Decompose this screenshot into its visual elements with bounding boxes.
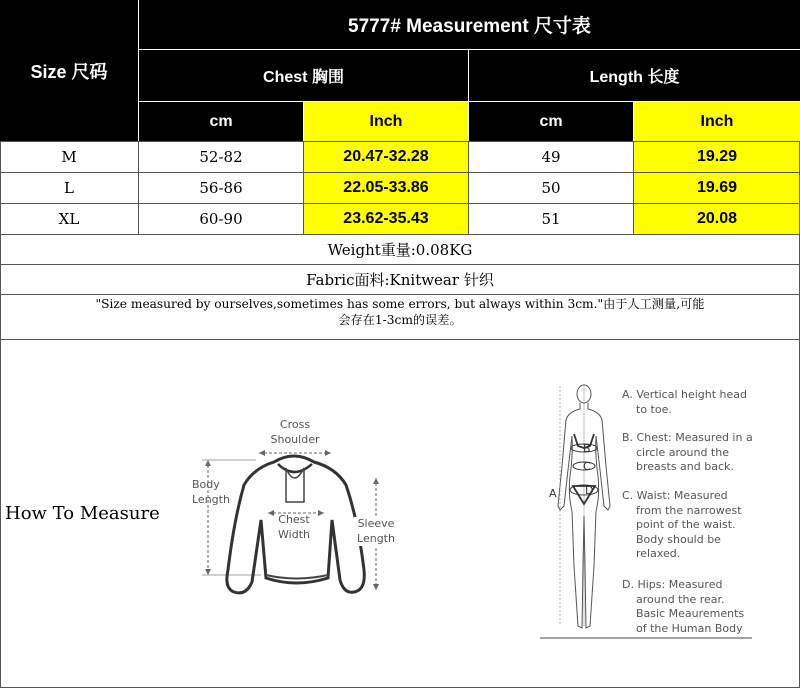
measurement-note xyxy=(0,296,800,338)
length-cm-cell: 50 xyxy=(541,179,561,197)
how-to-measure-label: How To Measure xyxy=(5,503,160,524)
cross-shoulder-text: Shoulder xyxy=(270,432,320,446)
chest-header: Chest 胸围 xyxy=(139,50,468,101)
marker-c: C xyxy=(583,460,591,473)
length-cm-cell: 51 xyxy=(541,210,561,228)
note-line: B. Chest: Measured in a xyxy=(622,431,753,444)
size-cell: L xyxy=(64,179,74,197)
chest-inch-cell: 23.62-35.43 xyxy=(304,204,468,234)
length-cm-header: cm xyxy=(469,102,633,141)
marker-d: D xyxy=(585,484,594,497)
sweater-diagram xyxy=(186,410,406,600)
chest-width-text: Width xyxy=(278,527,310,541)
note-line: to toe. xyxy=(636,402,672,416)
note-line: relaxed. xyxy=(636,547,681,560)
size-cell: XL xyxy=(58,210,80,228)
chest-inch-cell: 20.47-32.28 xyxy=(304,142,468,172)
size-column-header: Size 尺码 xyxy=(0,0,138,141)
size-cell: M xyxy=(61,148,77,166)
note-line: circle around the xyxy=(636,445,729,459)
table-row xyxy=(0,142,800,172)
note-line: D. Hips: Measured xyxy=(622,578,723,591)
measurement-note-line: "Size measured by ourselves,sometimes has some errors, but always within 3cm."由于人工测量,可能 xyxy=(95,297,705,311)
chest-width-label xyxy=(274,513,314,542)
chest-inch-header: Inch xyxy=(304,102,468,141)
marker-b: B xyxy=(583,442,591,455)
body-length-text: Body xyxy=(192,478,220,491)
table-row xyxy=(0,204,800,234)
note-line: A. Vertical height head xyxy=(622,388,748,401)
note-line: C. Waist: Measured xyxy=(622,489,728,502)
length-inch-cell: 20.08 xyxy=(634,204,800,234)
length-cm-cell: 49 xyxy=(541,148,561,166)
cross-shoulder-text: Cross xyxy=(279,418,311,431)
note-line: point of the waist. xyxy=(636,518,736,531)
table-row xyxy=(0,173,800,203)
chest-cm-cell: 52-82 xyxy=(199,148,243,166)
table-title: 5777# Measurement 尺寸表 xyxy=(139,0,800,49)
body-note-c xyxy=(622,489,742,562)
sleeve-length-label xyxy=(354,517,398,546)
note-line: of the Human Body xyxy=(636,621,743,635)
chest-inch-cell: 22.05-33.86 xyxy=(304,173,468,203)
body-length-text: Length xyxy=(192,492,230,506)
weight-info: Weight重量:0.08KG xyxy=(327,241,473,259)
body-length-label xyxy=(192,478,230,507)
body-note-a xyxy=(622,388,747,417)
length-inch-header: Inch xyxy=(634,102,800,141)
fabric-info: Fabric面料:Knitwear 针织 xyxy=(306,271,494,289)
cross-shoulder-label xyxy=(268,418,322,447)
chest-width-text: Chest xyxy=(278,513,310,526)
length-inch-cell: 19.69 xyxy=(634,173,800,203)
note-line: Basic Meaurements xyxy=(636,607,745,620)
length-header: Length 长度 xyxy=(469,50,800,101)
body-diagram xyxy=(540,376,780,642)
marker-a: A xyxy=(549,487,557,500)
length-inch-cell: 19.29 xyxy=(634,142,800,172)
note-line: around the rear. xyxy=(636,592,725,606)
note-line: breasts and back. xyxy=(636,460,734,473)
sleeve-length-text: Sleeve xyxy=(357,517,395,530)
chest-cm-cell: 60-90 xyxy=(199,210,243,228)
chest-cm-cell: 56-86 xyxy=(199,179,243,197)
chest-cm-header: cm xyxy=(139,102,303,141)
body-note-d xyxy=(622,578,744,636)
note-line: Body should be xyxy=(636,532,721,546)
body-note-b xyxy=(622,431,753,475)
sleeve-length-text: Length xyxy=(357,531,395,545)
note-line: from the narrowest xyxy=(636,503,742,517)
measurement-note-line: 会存在1-3cm的误差。 xyxy=(338,313,462,327)
